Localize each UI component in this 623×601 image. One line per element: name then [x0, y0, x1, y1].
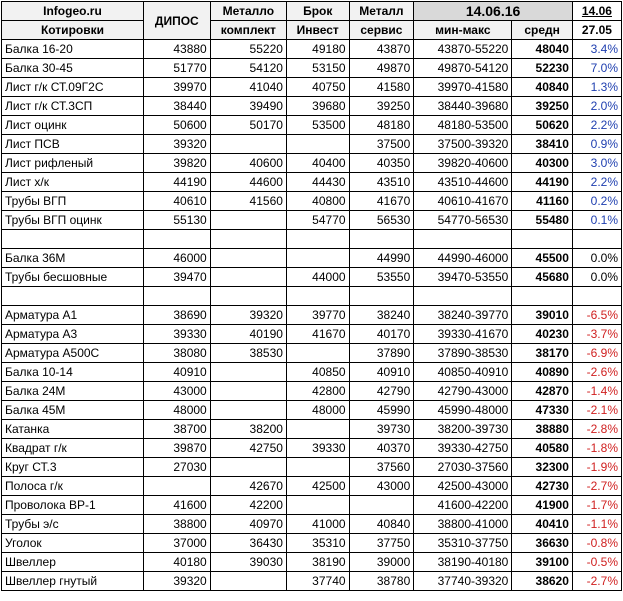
table-row: [2, 306, 622, 325]
price-dipos: 39320: [143, 135, 210, 154]
price-avg: 38410: [512, 135, 573, 154]
price-brok: 39330: [286, 439, 349, 458]
price-avg: 40840: [512, 78, 573, 97]
product-name: Арматура А500С: [2, 344, 144, 363]
table-row: [2, 515, 622, 534]
price-range: 27030-37560: [414, 458, 512, 477]
product-name: Трубы ВГП: [2, 192, 144, 211]
quotes-label: Котировки: [2, 21, 144, 40]
price-range: 43510-44600: [414, 173, 512, 192]
price-metall: 39000: [349, 553, 414, 572]
price-brok: 49180: [286, 40, 349, 59]
empty-cell: [349, 230, 414, 249]
price-avg: 45680: [512, 268, 573, 287]
price-range: 45990-48000: [414, 401, 512, 420]
table-row: [2, 572, 622, 591]
table-row: [2, 116, 622, 135]
col-brok-2: Инвест: [286, 21, 349, 40]
product-name: Лист г/к СТ.3СП: [2, 97, 144, 116]
price-avg: 39010: [512, 306, 573, 325]
table-row: [2, 477, 622, 496]
empty-cell: [572, 287, 621, 306]
table-row: [2, 344, 622, 363]
product-name: Квадрат г/к: [2, 439, 144, 458]
price-avg: 40410: [512, 515, 573, 534]
price-avg: 38880: [512, 420, 573, 439]
price-metallo: 50170: [210, 116, 286, 135]
price-avg: 42870: [512, 382, 573, 401]
price-brok: [286, 420, 349, 439]
price-metallo: 40600: [210, 154, 286, 173]
change-pct: 1.3%: [572, 78, 621, 97]
price-dipos: 50600: [143, 116, 210, 135]
product-name: Лист рифленый: [2, 154, 144, 173]
price-brok: 39680: [286, 97, 349, 116]
empty-cell: [210, 230, 286, 249]
product-name: Трубы ВГП оцинк: [2, 211, 144, 230]
price-avg: 47330: [512, 401, 573, 420]
price-metallo: 41560: [210, 192, 286, 211]
price-metallo: 40970: [210, 515, 286, 534]
price-avg: 52230: [512, 59, 573, 78]
price-dipos: 38700: [143, 420, 210, 439]
product-name: Балка 30-45: [2, 59, 144, 78]
price-metallo: [210, 572, 286, 591]
price-metallo: [210, 249, 286, 268]
table-row: [2, 97, 622, 116]
col-dipos: ДИПОС: [143, 2, 210, 40]
price-dipos: 27030: [143, 458, 210, 477]
price-metallo: [210, 382, 286, 401]
empty-cell: [2, 230, 144, 249]
price-avg: 38620: [512, 572, 573, 591]
price-brok: 42800: [286, 382, 349, 401]
table-row: [2, 496, 622, 515]
change-pct: -0.8%: [572, 534, 621, 553]
product-name: Полоса г/к: [2, 477, 144, 496]
price-range: 54770-56530: [414, 211, 512, 230]
change-pct: -1.1%: [572, 515, 621, 534]
price-dipos: 38690: [143, 306, 210, 325]
price-avg: 39100: [512, 553, 573, 572]
table-row: [2, 553, 622, 572]
price-range: 38200-39730: [414, 420, 512, 439]
product-name: Лист ПСВ: [2, 135, 144, 154]
price-brok: 38190: [286, 553, 349, 572]
price-metall: 39730: [349, 420, 414, 439]
price-metallo: [210, 211, 286, 230]
price-brok: 44000: [286, 268, 349, 287]
price-range: 42500-43000: [414, 477, 512, 496]
price-range: 37890-38530: [414, 344, 512, 363]
price-range: 41600-42200: [414, 496, 512, 515]
price-dipos: 39470: [143, 268, 210, 287]
price-dipos: 37000: [143, 534, 210, 553]
price-metall: [349, 496, 414, 515]
table-row: [2, 458, 622, 477]
col-metall-1: Металл: [349, 2, 414, 21]
price-metall: 41580: [349, 78, 414, 97]
price-range: 37500-39320: [414, 135, 512, 154]
price-metallo: [210, 268, 286, 287]
price-metall: 41670: [349, 192, 414, 211]
empty-cell: [414, 230, 512, 249]
change-pct: 2.2%: [572, 116, 621, 135]
spacer-row: [2, 230, 622, 249]
col-min-max: мин-макс: [414, 21, 512, 40]
change-pct: -1.7%: [572, 496, 621, 515]
table-row: [2, 439, 622, 458]
product-name: Балка 24М: [2, 382, 144, 401]
price-brok: 39770: [286, 306, 349, 325]
price-avg: 38170: [512, 344, 573, 363]
table-row: [2, 401, 622, 420]
table-row: [2, 173, 622, 192]
price-range: 48180-53500: [414, 116, 512, 135]
price-brok: 41670: [286, 325, 349, 344]
price-metallo: 41040: [210, 78, 286, 97]
header-row-2: [2, 21, 622, 40]
product-name: Трубы бесшовные: [2, 268, 144, 287]
product-name: Уголок: [2, 534, 144, 553]
price-range: 49870-54120: [414, 59, 512, 78]
price-metallo: 54120: [210, 59, 286, 78]
table-row: [2, 363, 622, 382]
cmp-date-current: 14.06: [572, 2, 621, 21]
empty-cell: [143, 230, 210, 249]
table-row: [2, 154, 622, 173]
change-pct: 0.1%: [572, 211, 621, 230]
price-dipos: 40910: [143, 363, 210, 382]
col-avg: средн: [512, 21, 573, 40]
price-brok: 44430: [286, 173, 349, 192]
table-row: [2, 382, 622, 401]
price-brok: 35310: [286, 534, 349, 553]
price-metall: 53550: [349, 268, 414, 287]
price-metallo: 38200: [210, 420, 286, 439]
price-brok: 37740: [286, 572, 349, 591]
product-name: Лист оцинк: [2, 116, 144, 135]
change-pct: -0.5%: [572, 553, 621, 572]
price-brok: [286, 496, 349, 515]
change-pct: 3.0%: [572, 154, 621, 173]
price-range: 38440-39680: [414, 97, 512, 116]
empty-cell: [512, 287, 573, 306]
change-pct: -2.6%: [572, 363, 621, 382]
empty-cell: [349, 287, 414, 306]
price-metall: 37750: [349, 534, 414, 553]
product-name: Катанка: [2, 420, 144, 439]
price-avg: 40580: [512, 439, 573, 458]
price-dipos: 38080: [143, 344, 210, 363]
table-row: [2, 420, 622, 439]
table-row: [2, 325, 622, 344]
price-brok: 40750: [286, 78, 349, 97]
price-metallo: [210, 401, 286, 420]
empty-cell: [414, 287, 512, 306]
price-dipos: 48000: [143, 401, 210, 420]
price-range: 35310-37750: [414, 534, 512, 553]
price-metallo: [210, 458, 286, 477]
price-range: 40850-40910: [414, 363, 512, 382]
price-metallo: 36430: [210, 534, 286, 553]
table-row: [2, 249, 622, 268]
change-pct: 0.0%: [572, 249, 621, 268]
change-pct: 2.2%: [572, 173, 621, 192]
price-dipos: 43880: [143, 40, 210, 59]
table-row: [2, 268, 622, 287]
price-metall: 56530: [349, 211, 414, 230]
product-name: Балка 45М: [2, 401, 144, 420]
header-row-1: [2, 2, 622, 21]
price-metallo: 42200: [210, 496, 286, 515]
price-range: 38800-41000: [414, 515, 512, 534]
table-row: [2, 192, 622, 211]
change-pct: 7.0%: [572, 59, 621, 78]
price-range: 39970-41580: [414, 78, 512, 97]
col-brok-1: Брок: [286, 2, 349, 21]
product-name: Швеллер гнутый: [2, 572, 144, 591]
product-name: Лист г/к СТ.09Г2С: [2, 78, 144, 97]
price-dipos: 38800: [143, 515, 210, 534]
empty-cell: [512, 230, 573, 249]
change-pct: -1.8%: [572, 439, 621, 458]
product-name: Балка 36М: [2, 249, 144, 268]
change-pct: 2.0%: [572, 97, 621, 116]
price-range: 38190-40180: [414, 553, 512, 572]
product-name: Балка 10-14: [2, 363, 144, 382]
price-avg: 45500: [512, 249, 573, 268]
empty-cell: [2, 287, 144, 306]
price-avg: 40890: [512, 363, 573, 382]
price-brok: 48000: [286, 401, 349, 420]
table-row: [2, 211, 622, 230]
price-range: 37740-39320: [414, 572, 512, 591]
price-brok: 53150: [286, 59, 349, 78]
price-brok: 40800: [286, 192, 349, 211]
product-name: Балка 16-20: [2, 40, 144, 59]
price-metall: 43870: [349, 40, 414, 59]
price-dipos: 39970: [143, 78, 210, 97]
cmp-date-prev: 27.05: [572, 21, 621, 40]
price-range: 44990-46000: [414, 249, 512, 268]
change-pct: -2.8%: [572, 420, 621, 439]
price-metall: 37890: [349, 344, 414, 363]
price-brok: 41000: [286, 515, 349, 534]
table-row: [2, 78, 622, 97]
table-row: [2, 534, 622, 553]
price-metallo: [210, 135, 286, 154]
empty-cell: [286, 230, 349, 249]
price-metallo: 40190: [210, 325, 286, 344]
price-brok: 42500: [286, 477, 349, 496]
table-row: [2, 40, 622, 59]
change-pct: -2.7%: [572, 572, 621, 591]
price-avg: 50620: [512, 116, 573, 135]
price-brok: 40850: [286, 363, 349, 382]
price-metallo: 44600: [210, 173, 286, 192]
product-name: Трубы э/с: [2, 515, 144, 534]
price-metall: 38780: [349, 572, 414, 591]
change-pct: -6.5%: [572, 306, 621, 325]
change-pct: -6.9%: [572, 344, 621, 363]
price-dipos: 41600: [143, 496, 210, 515]
price-dipos: 40610: [143, 192, 210, 211]
price-avg: 44190: [512, 173, 573, 192]
change-pct: -1.4%: [572, 382, 621, 401]
change-pct: -2.1%: [572, 401, 621, 420]
price-metall: 38240: [349, 306, 414, 325]
product-name: Швеллер: [2, 553, 144, 572]
price-metall: 43000: [349, 477, 414, 496]
price-metall: 48180: [349, 116, 414, 135]
table-row: [2, 135, 622, 154]
price-metallo: 42670: [210, 477, 286, 496]
change-pct: -3.7%: [572, 325, 621, 344]
price-dipos: 51770: [143, 59, 210, 78]
price-metallo: 38530: [210, 344, 286, 363]
price-avg: 39250: [512, 97, 573, 116]
price-metall: 43510: [349, 173, 414, 192]
change-pct: 0.9%: [572, 135, 621, 154]
price-range: 40610-41670: [414, 192, 512, 211]
empty-cell: [210, 287, 286, 306]
price-range: 39330-41670: [414, 325, 512, 344]
col-metallo-1: Металло: [210, 2, 286, 21]
price-range: 42790-43000: [414, 382, 512, 401]
price-avg: 55480: [512, 211, 573, 230]
price-metall: 42790: [349, 382, 414, 401]
price-range: 39330-42750: [414, 439, 512, 458]
price-avg: 36630: [512, 534, 573, 553]
price-dipos: 46000: [143, 249, 210, 268]
price-metall: 40370: [349, 439, 414, 458]
change-pct: 0.2%: [572, 192, 621, 211]
product-name: Арматура А1: [2, 306, 144, 325]
price-avg: 41900: [512, 496, 573, 515]
price-dipos: 39330: [143, 325, 210, 344]
empty-cell: [143, 287, 210, 306]
price-metall: 39250: [349, 97, 414, 116]
col-metallo-2: комплект: [210, 21, 286, 40]
price-metall: 37500: [349, 135, 414, 154]
price-range: 38240-39770: [414, 306, 512, 325]
empty-cell: [286, 287, 349, 306]
price-dipos: 40180: [143, 553, 210, 572]
price-avg: 32300: [512, 458, 573, 477]
price-avg: 48040: [512, 40, 573, 59]
quotes-body: [2, 40, 622, 591]
quotes-table: [1, 1, 622, 591]
price-brok: [286, 458, 349, 477]
price-metall: 49870: [349, 59, 414, 78]
table-row: [2, 59, 622, 78]
change-pct: 3.4%: [572, 40, 621, 59]
price-metall: 40910: [349, 363, 414, 382]
change-pct: -1.9%: [572, 458, 621, 477]
empty-cell: [572, 230, 621, 249]
price-dipos: 43000: [143, 382, 210, 401]
price-metallo: 42750: [210, 439, 286, 458]
product-name: Проволока ВР-1: [2, 496, 144, 515]
price-dipos: 55130: [143, 211, 210, 230]
price-dipos: 44190: [143, 173, 210, 192]
price-metall: 37560: [349, 458, 414, 477]
price-brok: 40400: [286, 154, 349, 173]
price-metallo: [210, 363, 286, 382]
price-metall: 40840: [349, 515, 414, 534]
price-metallo: 39490: [210, 97, 286, 116]
date-header: 14.06.16: [414, 2, 573, 21]
price-range: 43870-55220: [414, 40, 512, 59]
price-brok: [286, 344, 349, 363]
price-dipos: 38440: [143, 97, 210, 116]
price-brok: 54770: [286, 211, 349, 230]
change-pct: 0.0%: [572, 268, 621, 287]
col-metall-2: сервис: [349, 21, 414, 40]
site-name: Infogeo.ru: [2, 2, 144, 21]
price-metallo: 39030: [210, 553, 286, 572]
price-metall: 45990: [349, 401, 414, 420]
price-brok: 53500: [286, 116, 349, 135]
price-metallo: 39320: [210, 306, 286, 325]
price-metall: 40350: [349, 154, 414, 173]
price-range: 39820-40600: [414, 154, 512, 173]
price-metall: 40170: [349, 325, 414, 344]
price-brok: [286, 249, 349, 268]
price-metallo: 55220: [210, 40, 286, 59]
price-dipos: 39820: [143, 154, 210, 173]
price-avg: 40230: [512, 325, 573, 344]
change-pct: -2.7%: [572, 477, 621, 496]
price-avg: 42730: [512, 477, 573, 496]
product-name: Арматура А3: [2, 325, 144, 344]
product-name: Лист х/к: [2, 173, 144, 192]
spacer-row: [2, 287, 622, 306]
price-range: 39470-53550: [414, 268, 512, 287]
price-avg: 41160: [512, 192, 573, 211]
price-metall: 44990: [349, 249, 414, 268]
price-dipos: 39870: [143, 439, 210, 458]
price-avg: 40300: [512, 154, 573, 173]
product-name: Круг СТ.3: [2, 458, 144, 477]
price-brok: [286, 135, 349, 154]
price-dipos: 39320: [143, 572, 210, 591]
price-dipos: [143, 477, 210, 496]
